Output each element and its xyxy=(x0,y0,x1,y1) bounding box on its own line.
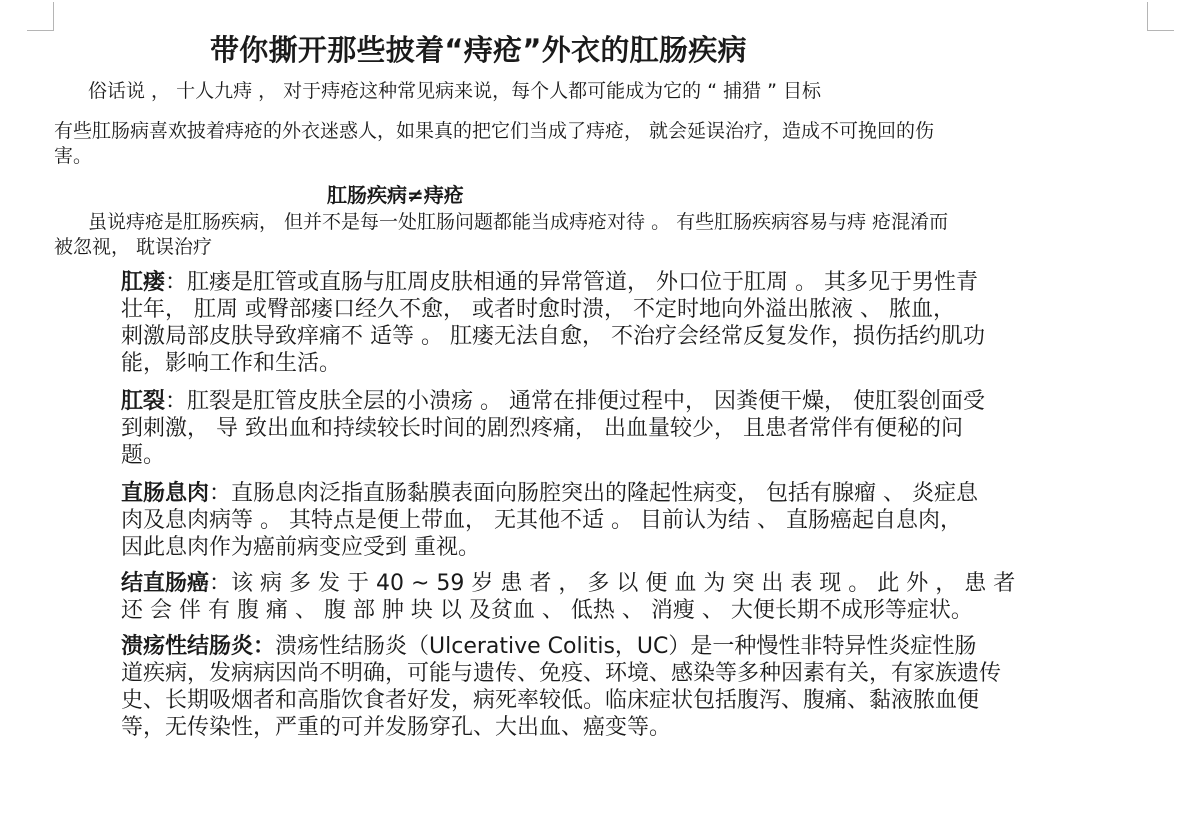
section-intro-line-1: 虽说痔疮是肛肠疾病， 但并不是每一处肛肠问题都能当成痔疮对待 。 有些肛肠疾病容易与痔 疮混淆而 xyxy=(88,211,949,233)
disease-term: 结直肠癌 xyxy=(121,571,210,596)
item-line: 史、长期吸烟者和高脂饮食者好发，病死率较低。临床症状包括腹泻、腹痛、黏液脓血便 xyxy=(121,688,980,713)
item-text: ：直肠息肉泛指直肠黏膜表面向肠腔突出的隆起性病变， 包括有腺瘤 、 炎症息 xyxy=(209,481,978,506)
disease-item-colorectal-cancer xyxy=(121,570,1151,624)
item-line xyxy=(121,633,1151,660)
section-heading: 肛肠疾病≠痔疮 xyxy=(327,183,464,207)
disease-item-anal-fissure xyxy=(121,388,1151,469)
item-line: 肉及息肉病等 。 其特点是便上带血， 无其他不适 。 目前认为结 、 直肠癌起自息肉， xyxy=(121,508,962,533)
section-intro-line-2: 被忽视， 耽误治疗 xyxy=(54,236,213,258)
disease-term: 肛瘘 xyxy=(121,270,166,295)
item-line xyxy=(121,480,1151,507)
item-line: 道疾病，发病病因尚不明确，可能与遗传、免疫、环境、感染等多种因素有关，有家族遗传 xyxy=(121,661,1002,686)
item-line: 因此息肉作为癌前病变应受到 重视。 xyxy=(121,535,480,560)
item-text: 溃疡性结肠炎（Ulcerative Colitis，UC）是一种慢性非特异性炎症性肠 xyxy=(275,634,977,659)
item-text: ：肛裂是肛管皮肤全层的小溃疡 。 通常在排便过程中， 因粪便干燥， 使肛裂创面受 xyxy=(165,389,985,414)
item-line: 能，影响工作和生活。 xyxy=(121,351,342,376)
page-title: 带你撕开那些披着“痔疮”外衣的肛肠疾病 xyxy=(210,33,747,67)
item-line: 题。 xyxy=(121,443,166,468)
item-line: 还 会 伴 有 腹 痛 、 腹 部 肿 块 以 及贫血 、 低热 、 消瘦 、 大便长期不成形等症状。 xyxy=(121,598,973,623)
crop-mark-top-left xyxy=(27,2,54,31)
crop-mark-top-right xyxy=(1147,2,1174,31)
item-text: ：肛瘘是肛管或直肠与肛周皮肤相通的异常管道， 外口位于肛周 。 其多见于男性青 xyxy=(165,270,978,295)
disease-item-rectal-polyp xyxy=(121,480,1151,561)
disease-term: 溃疡性结肠炎： xyxy=(121,634,276,659)
item-text: ：该 病 多 发 于 40 ~ 59 岁 患 者 ， 多 以 便 血 为 突 出 表 现 。 此 外 ， 患 者 xyxy=(209,571,1016,596)
disease-term: 直肠息肉 xyxy=(121,481,210,506)
intro-paragraph: 俗话说 ， 十人九痔 ， 对于痔疮这种常见病来说，每个人都可能成为它的 “ 捕猎 ” 目标 xyxy=(88,80,822,102)
item-line xyxy=(121,570,1151,597)
item-line: 到刺激， 导 致出血和持续较长时间的剧烈疼痛， 出血量较少， 且患者常伴有便秘的问 xyxy=(121,416,963,441)
intro-paragraph-2-line-2: 害。 xyxy=(54,145,93,167)
disease-item-anal-fistula xyxy=(121,269,1151,377)
item-line xyxy=(121,388,1151,415)
item-line xyxy=(121,269,1151,296)
item-line: 刺激局部皮肤导致痒痛不 适等 。 肛瘘无法自愈， 不治疗会经常反复发作，损伤括约肌功 xyxy=(121,324,985,349)
item-line: 壮年， 肛周 或臀部瘘口经久不愈， 或者时愈时溃， 不定时地向外溢出脓液 、 脓血， xyxy=(121,297,955,322)
item-line: 等，无传染性，严重的可并发肠穿孔、大出血、癌变等。 xyxy=(121,715,672,740)
intro-paragraph-2-line-1: 有些肛肠病喜欢披着痔疮的外衣迷惑人，如果真的把它们当成了痔疮， 就会延误治疗，造成不可挽回的伤 xyxy=(54,120,935,142)
disease-term: 肛裂 xyxy=(121,389,166,414)
disease-item-ulcerative-colitis xyxy=(121,633,1151,741)
